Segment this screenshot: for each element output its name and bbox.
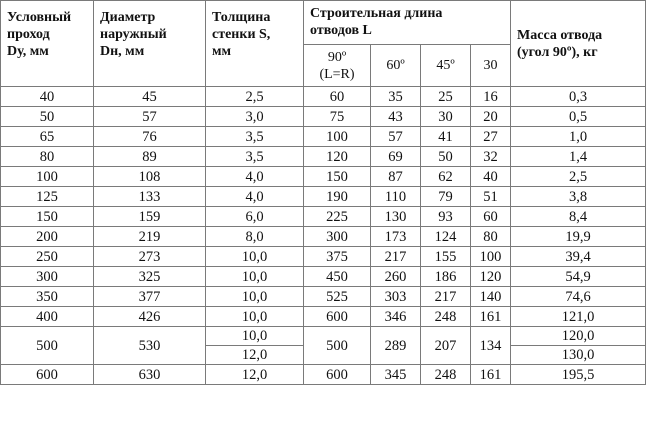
cell-l45: 30 [421,107,471,127]
cell-mass: 19,9 [511,227,646,247]
cell-l30: 16 [471,87,511,107]
cell-l90: 600 [304,365,371,385]
cell-l90: 60 [304,87,371,107]
cell-s: 10,0 [206,267,304,287]
cell-l30: 134 [471,327,511,365]
cell-l90: 300 [304,227,371,247]
cell-l60: 43 [371,107,421,127]
cell-s: 10,0 [206,327,304,346]
cell-l60: 130 [371,207,421,227]
cell-l30: 161 [471,365,511,385]
cell-dy: 40 [1,87,94,107]
cell-dn: 273 [94,247,206,267]
header-length-group: Строительная длина отводов L [304,1,511,45]
cell-l45: 62 [421,167,471,187]
cell-dn: 57 [94,107,206,127]
cell-l90: 375 [304,247,371,267]
cell-dn: 45 [94,87,206,107]
cell-dy: 400 [1,307,94,327]
header-nominal-bore: Условный проход Dу, мм [1,1,94,87]
cell-l90: 120 [304,147,371,167]
table-row [1,307,646,327]
cell-s: 3,0 [206,107,304,127]
cell-s: 8,0 [206,227,304,247]
table-row [1,287,646,307]
cell-l90: 500 [304,327,371,365]
cell-l30: 32 [471,147,511,167]
cell-l30: 140 [471,287,511,307]
cell-s: 6,0 [206,207,304,227]
cell-mass: 3,8 [511,187,646,207]
cell-mass: 39,4 [511,247,646,267]
header-mass: Масса отвода (угол 90º), кг [511,1,646,87]
cell-s: 3,5 [206,127,304,147]
cell-mass: 130,0 [511,346,646,365]
cell-s: 2,5 [206,87,304,107]
cell-l60: 303 [371,287,421,307]
cell-l60: 173 [371,227,421,247]
cell-mass: 195,5 [511,365,646,385]
cell-l30: 40 [471,167,511,187]
table-row [1,187,646,207]
cell-l45: 207 [421,327,471,365]
cell-l30: 161 [471,307,511,327]
cell-l45: 124 [421,227,471,247]
cell-l60: 35 [371,87,421,107]
header-length-60: 60º [371,45,421,87]
cell-dn: 159 [94,207,206,227]
cell-l90: 190 [304,187,371,207]
cell-l90: 150 [304,167,371,187]
table-row [1,247,646,267]
cell-dn: 630 [94,365,206,385]
cell-l30: 20 [471,107,511,127]
cell-l30: 80 [471,227,511,247]
table-row [1,167,646,187]
cell-l45: 248 [421,307,471,327]
cell-l60: 69 [371,147,421,167]
header-length-30: 30 [471,45,511,87]
cell-s: 12,0 [206,365,304,385]
cell-dy: 300 [1,267,94,287]
cell-dy: 350 [1,287,94,307]
cell-dn: 89 [94,147,206,167]
table-row [1,127,646,147]
cell-mass: 120,0 [511,327,646,346]
cell-dy: 200 [1,227,94,247]
cell-l45: 25 [421,87,471,107]
cell-dy: 80 [1,147,94,167]
cell-s: 10,0 [206,247,304,267]
header-length-90: 90º (L=R) [304,45,371,87]
cell-l60: 346 [371,307,421,327]
cell-dn: 377 [94,287,206,307]
cell-s: 12,0 [206,346,304,365]
cell-l90: 600 [304,307,371,327]
cell-dy: 600 [1,365,94,385]
cell-l90: 525 [304,287,371,307]
cell-l30: 51 [471,187,511,207]
table-row [1,87,646,107]
cell-l90: 225 [304,207,371,227]
cell-mass: 0,5 [511,107,646,127]
cell-mass: 121,0 [511,307,646,327]
cell-l45: 50 [421,147,471,167]
header-wall-thickness: Толщина стенки S, мм [206,1,304,87]
header-length-45: 45º [421,45,471,87]
cell-mass: 2,5 [511,167,646,187]
header-outer-diameter: Диаметр наружный Dн, мм [94,1,206,87]
cell-l45: 186 [421,267,471,287]
cell-s: 4,0 [206,187,304,207]
cell-dn: 530 [94,327,206,365]
cell-l45: 41 [421,127,471,147]
cell-mass: 74,6 [511,287,646,307]
cell-l45: 155 [421,247,471,267]
cell-mass: 1,0 [511,127,646,147]
cell-mass: 0,3 [511,87,646,107]
cell-l30: 100 [471,247,511,267]
cell-l60: 260 [371,267,421,287]
cell-s: 4,0 [206,167,304,187]
cell-dy: 125 [1,187,94,207]
cell-s: 10,0 [206,287,304,307]
cell-mass: 8,4 [511,207,646,227]
table-row [1,107,646,127]
cell-dn: 108 [94,167,206,187]
cell-l45: 248 [421,365,471,385]
cell-dn: 133 [94,187,206,207]
cell-s: 3,5 [206,147,304,167]
cell-l45: 217 [421,287,471,307]
cell-dn: 426 [94,307,206,327]
cell-dy: 150 [1,207,94,227]
cell-l30: 120 [471,267,511,287]
table-row [1,227,646,247]
table-row [1,147,646,167]
cell-l30: 60 [471,207,511,227]
cell-dn: 325 [94,267,206,287]
cell-l60: 345 [371,365,421,385]
cell-dy: 65 [1,127,94,147]
cell-l90: 450 [304,267,371,287]
cell-dn: 76 [94,127,206,147]
cell-l60: 217 [371,247,421,267]
table-row [1,365,646,385]
cell-dy: 50 [1,107,94,127]
cell-dy: 500 [1,327,94,365]
cell-l60: 57 [371,127,421,147]
cell-l30: 27 [471,127,511,147]
cell-l60: 110 [371,187,421,207]
cell-l45: 93 [421,207,471,227]
cell-dn: 219 [94,227,206,247]
cell-dy: 250 [1,247,94,267]
cell-l90: 75 [304,107,371,127]
table-row [1,207,646,227]
cell-l45: 79 [421,187,471,207]
cell-s: 10,0 [206,307,304,327]
cell-mass: 54,9 [511,267,646,287]
cell-l60: 289 [371,327,421,365]
cell-l90: 100 [304,127,371,147]
cell-mass: 1,4 [511,147,646,167]
table-row [1,267,646,287]
cell-l60: 87 [371,167,421,187]
table-row [1,327,646,346]
cell-dy: 100 [1,167,94,187]
